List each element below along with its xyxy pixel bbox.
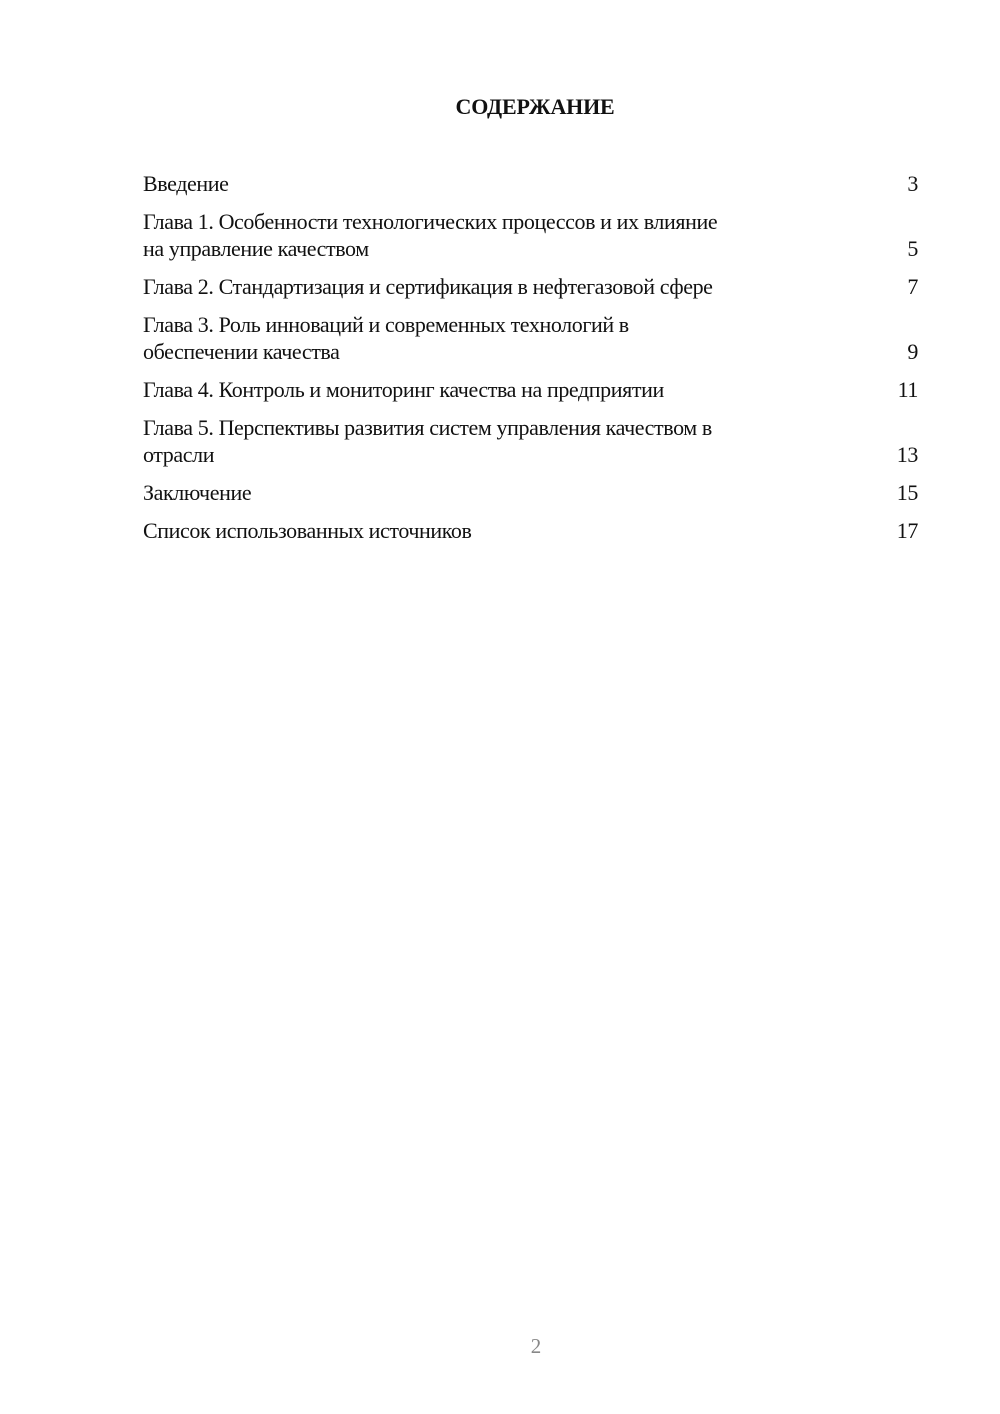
toc-entry-text: обеспечении качества [143,339,340,364]
toc-entry-references [143,517,918,544]
toc-entry-page: 3 [907,171,918,196]
toc-entry-text: Заключение [143,480,252,505]
toc-entry-chapter-1 [143,208,918,262]
page-number: 2 [530,1334,542,1358]
toc-entry-text: Глава 1. Особенности технологических процессов и их влияние [143,209,718,234]
toc-entry-text: Введение [143,171,229,196]
toc-entry-chapter-3 [143,311,918,365]
toc-entry-text: на управление качеством [143,236,369,261]
toc-entry-text: Глава 2. Стандартизация и сертификация в нефтегазовой сфере [143,274,713,299]
toc-entry-text: Глава 3. Роль инноваций и современных технологий в [143,312,629,337]
toc-entry-text: Глава 4. Контроль и мониторинг качества на предприятии [143,377,664,402]
toc-entry-page: 5 [907,236,918,261]
toc-entry-page: 15 [896,480,918,505]
toc-entry-text: отрасли [143,442,215,467]
toc-entry-text: Список использованных источников [143,518,472,543]
toc-title: СОДЕРЖАНИЕ [455,94,615,119]
toc-entry-chapter-4 [143,376,918,403]
toc-entry-chapter-2 [143,273,918,300]
toc-entry-page: 13 [896,442,918,467]
toc-entry-page: 7 [907,274,918,299]
toc-entry-introduction [143,170,918,197]
table-of-contents [143,170,918,544]
toc-entry-page: 11 [897,377,918,402]
toc-entry-text: Глава 5. Перспективы развития систем управления качеством в [143,415,712,440]
toc-entry-page: 9 [907,339,918,364]
toc-entry-conclusion [143,479,918,506]
toc-entry-page: 17 [896,518,918,543]
toc-entry-chapter-5 [143,414,918,468]
